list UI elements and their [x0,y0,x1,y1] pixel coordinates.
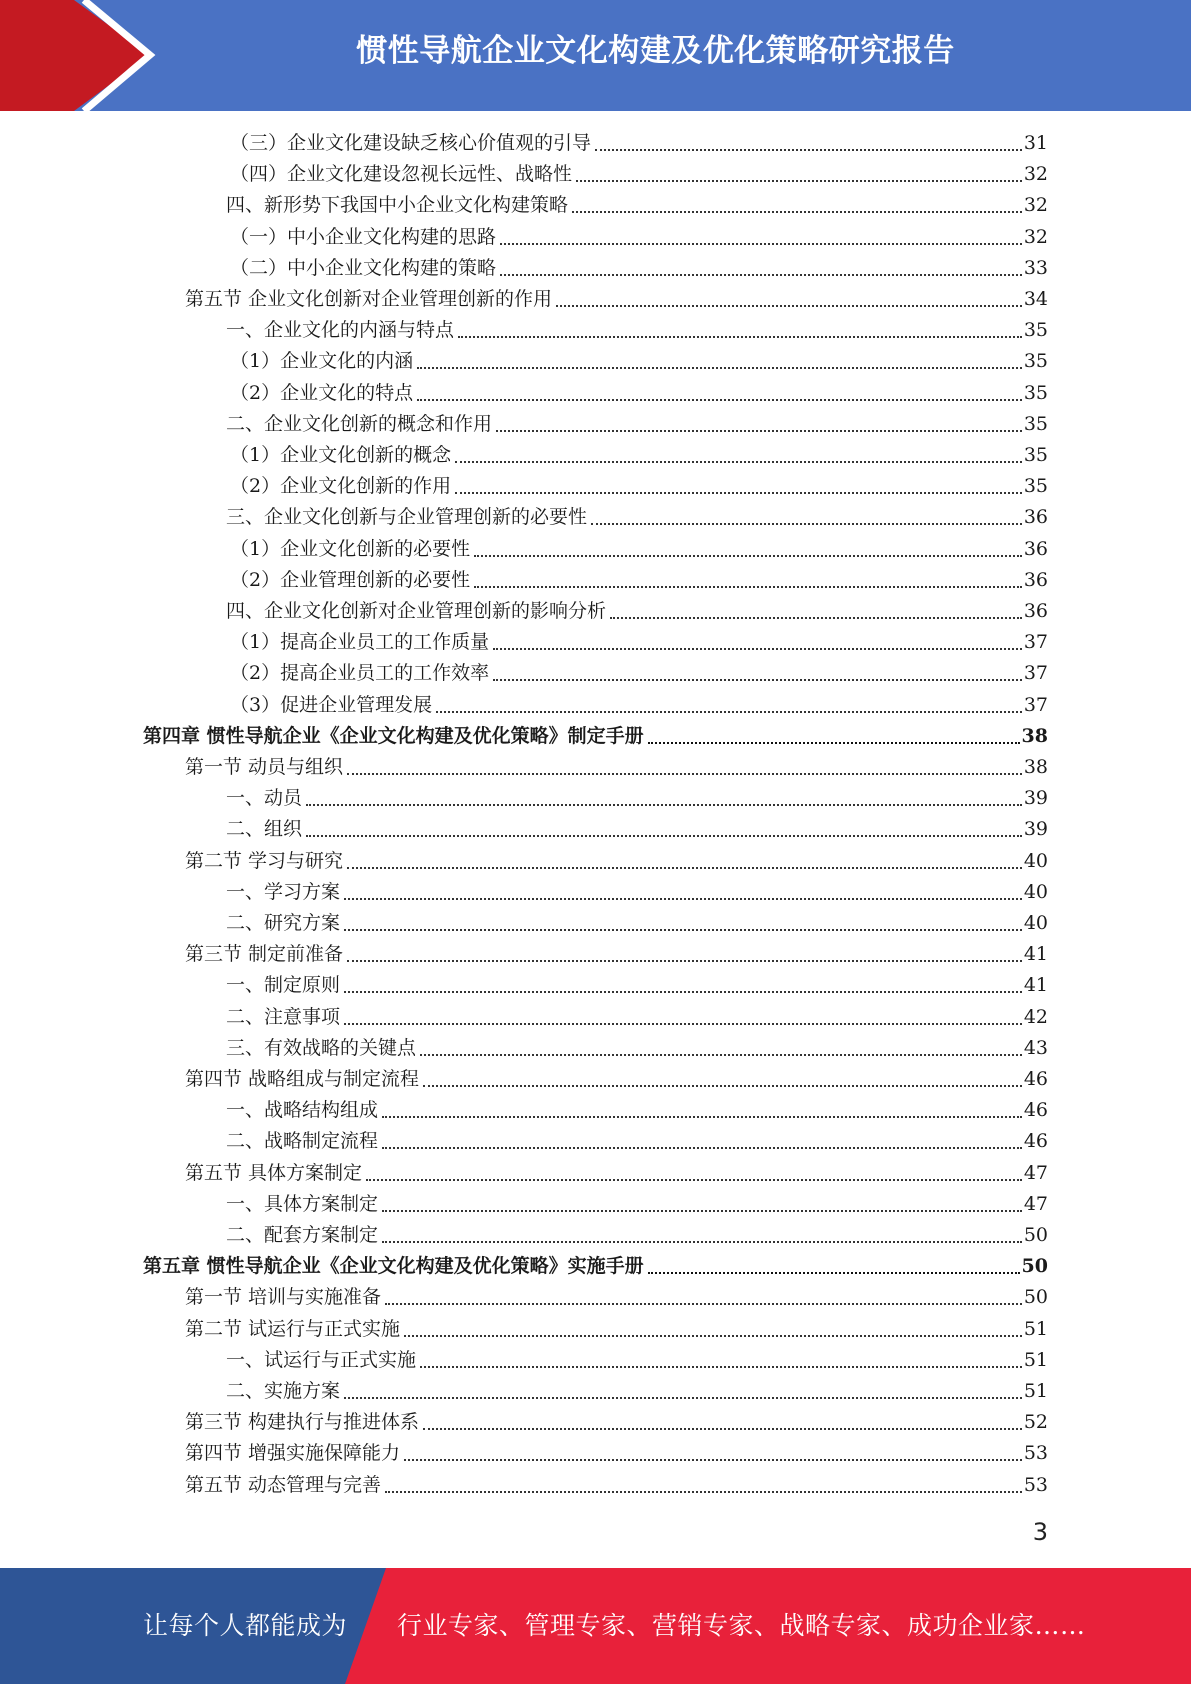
toc-chapter-entry[interactable] [143,1251,1048,1282]
toc-entry-page: 39 [1023,787,1048,810]
toc-entry-page: 33 [1023,256,1048,279]
toc-leader-dots [458,336,1022,338]
toc-entry[interactable] [230,690,1048,721]
toc-entry-page: 42 [1023,1005,1048,1028]
toc-entry-title: 第三节 制定前准备 [185,943,344,966]
toc-entry-title: 二、注意事项 [226,1005,341,1028]
toc-entry[interactable] [230,222,1048,253]
toc-entry[interactable] [185,1438,1048,1469]
toc-entry-page: 35 [1023,319,1048,342]
toc-entry-title: （3）促进企业管理发展 [230,693,433,716]
toc-leader-dots [493,648,1022,650]
toc-entry-page: 35 [1023,412,1048,435]
toc-leader-dots [306,835,1022,837]
toc-entry-page: 38 [1023,756,1048,778]
toc-entry[interactable] [185,1282,1048,1313]
toc-leader-dots [385,1303,1022,1305]
toc-entry[interactable] [226,1095,1048,1126]
toc-entry-title: 三、企业文化创新与企业管理创新的必要性 [226,506,588,529]
toc-entry[interactable] [226,1376,1048,1407]
toc-leader-dots [455,492,1022,494]
toc-entry[interactable] [226,502,1048,533]
toc-entry-page: 53 [1023,1473,1048,1496]
footer-slogan-left: 让每个人都能成为 [143,1611,348,1640]
toc-entry-title: 一、企业文化的内涵与特点 [226,319,455,342]
toc-entry-page: 46 [1023,1068,1048,1090]
toc-entry[interactable] [226,970,1048,1001]
toc-entry-title: （1）企业文化的内涵 [230,350,414,373]
toc-entry[interactable] [226,814,1048,845]
page-number: 3 [1032,1518,1048,1546]
toc-entry-title: （1）企业文化创新的必要性 [230,537,471,560]
toc-leader-dots [576,180,1022,182]
toc-leader-dots [382,1241,1022,1243]
toc-entry[interactable] [230,128,1048,159]
toc-leader-dots [436,711,1022,713]
toc-entry-page: 51 [1023,1317,1048,1340]
toc-entry[interactable] [226,596,1048,627]
toc-entry-title: （2）企业文化创新的作用 [230,475,452,498]
toc-entry[interactable] [226,190,1048,221]
toc-entry-title: 第二节 学习与研究 [185,849,344,872]
toc-leader-dots [382,1147,1022,1149]
toc-leader-dots [417,399,1022,401]
toc-entry-title: 二、研究方案 [226,912,341,934]
toc-leader-dots [382,1210,1022,1212]
footer-slogan-right: 行业专家、管理专家、营销专家、战略专家、成功企业家…… [397,1611,1086,1640]
toc-entry-title: 第五节 动态管理与完善 [185,1473,382,1496]
toc-leader-dots [420,1366,1022,1368]
toc-entry[interactable] [226,1002,1048,1033]
toc-entry[interactable] [230,471,1048,502]
toc-entry-title: 二、战略制定流程 [226,1130,379,1153]
toc-entry-page: 47 [1023,1192,1048,1215]
toc-entry-page: 32 [1023,194,1048,217]
toc-entry[interactable] [185,752,1048,783]
toc-leader-dots [385,1491,1022,1493]
toc-leader-dots [344,991,1022,993]
toc-entry-page: 35 [1023,475,1048,498]
toc-entry-title: （2）提高企业员工的工作效率 [230,662,490,685]
toc-entry[interactable] [226,908,1048,939]
toc-entry[interactable] [185,1314,1048,1345]
toc-entry-title: 第五节 企业文化创新对企业管理创新的作用 [185,288,553,310]
toc-entry-page: 51 [1023,1348,1048,1371]
toc-entry-page: 40 [1023,880,1048,903]
toc-leader-dots [500,274,1022,276]
toc-leader-dots [366,1179,1022,1181]
toc-entry-page: 36 [1023,568,1048,591]
toc-entry-page: 32 [1023,225,1048,248]
toc-entry[interactable] [230,253,1048,284]
toc-entry[interactable] [230,565,1048,596]
toc-leader-dots [344,1023,1022,1025]
toc-entry[interactable] [185,1407,1048,1438]
toc-entry-page: 34 [1023,288,1048,310]
toc-entry-title: 一、制定原则 [226,974,341,997]
toc-leader-dots [344,898,1022,900]
toc-entry-page: 39 [1023,818,1048,841]
toc-entry-title: （一）中小企业文化构建的思路 [230,225,497,248]
toc-entry-page: 37 [1023,662,1048,685]
toc-leader-dots [610,617,1022,619]
toc-entry-title: 第一节 动员与组织 [185,756,344,778]
toc-entry[interactable] [226,1033,1048,1064]
page-header [0,0,1191,111]
header-arrow-decoration [0,0,170,111]
toc-entry-title: 一、学习方案 [226,880,341,903]
toc-entry-title: （1）企业文化创新的概念 [230,444,452,466]
toc-leader-dots [496,430,1022,432]
toc-entry-page: 36 [1023,600,1048,622]
toc-entry-title: 第一节 培训与实施准备 [185,1286,382,1309]
toc-entry-page: 53 [1023,1442,1048,1465]
toc-entry[interactable] [226,1345,1048,1376]
toc-leader-dots [591,523,1022,525]
toc-entry-title: （四）企业文化建设忽视长远性、战略性 [230,163,573,186]
toc-entry[interactable] [185,284,1048,315]
toc-leader-dots [474,586,1022,588]
toc-leader-dots [423,1085,1022,1087]
toc-entry-title: 第二节 试运行与正式实施 [185,1317,401,1340]
toc-entry[interactable] [226,877,1048,908]
toc-entry-page: 37 [1023,631,1048,654]
toc-entry[interactable] [185,1470,1048,1501]
toc-entry[interactable] [226,315,1048,346]
toc-leader-dots [500,243,1022,245]
toc-entry-page: 36 [1023,506,1048,529]
toc-entry-title: 一、战略结构组成 [226,1099,379,1122]
toc-entry-title: 第四节 增强实施保障能力 [185,1442,401,1465]
toc-leader-dots [423,1428,1022,1430]
toc-entry-title: 二、组织 [226,818,303,841]
toc-entry-title: 二、配套方案制定 [226,1224,379,1246]
toc-chapter-entry[interactable] [143,721,1048,752]
toc-entry-page: 41 [1023,974,1048,997]
toc-entry[interactable] [185,1158,1048,1189]
toc-entry-page: 47 [1023,1161,1048,1184]
report-title: 惯性导航企业文化构建及优化策略研究报告 [356,33,955,69]
toc-entry-title: 一、具体方案制定 [226,1192,379,1215]
toc-entry[interactable] [226,1189,1048,1220]
toc-entry[interactable] [185,1064,1048,1095]
toc-leader-dots [417,367,1022,369]
toc-entry-title: 第三节 构建执行与推进体系 [185,1411,420,1434]
toc-entry-page: 50 [1023,1224,1048,1246]
toc-leader-dots [420,1054,1022,1056]
toc-entry-page: 35 [1023,381,1048,404]
toc-leader-dots [404,1459,1022,1461]
toc-leader-dots [347,867,1022,869]
toc-entry-title: 四、新形势下我国中小企业文化构建策略 [226,194,569,217]
toc-leader-dots [344,1397,1022,1399]
toc-entry-title: 四、企业文化创新对企业管理创新的影响分析 [226,600,607,622]
toc-entry[interactable] [230,534,1048,565]
toc-entry-title: 二、企业文化创新的概念和作用 [226,412,493,435]
toc-leader-dots [455,461,1022,463]
toc-entry[interactable] [185,939,1048,970]
toc-entry-title: 一、试运行与正式实施 [226,1348,417,1371]
toc-entry-title: 三、有效战略的关键点 [226,1036,417,1059]
toc-entry[interactable] [185,846,1048,877]
toc-entry[interactable] [230,378,1048,409]
toc-entry-page: 35 [1023,350,1048,373]
toc-entry-page: 37 [1023,693,1048,716]
toc-entry-page: 41 [1023,943,1048,966]
toc-leader-dots [493,679,1022,681]
toc-leader-dots [556,305,1022,307]
toc-entry-title: 第五章 惯性导航企业《企业文化构建及优化策略》实施手册 [143,1255,644,1278]
toc-leader-dots [572,211,1022,213]
toc-entry-title: （1）提高企业员工的工作质量 [230,631,490,654]
toc-leader-dots [648,742,1020,744]
toc-entry[interactable] [230,346,1048,377]
toc-leader-dots [347,773,1022,775]
toc-leader-dots [648,1272,1020,1274]
toc-entry-page: 38 [1021,724,1048,747]
toc-entry-page: 46 [1023,1099,1048,1122]
toc-entry-page: 40 [1023,849,1048,872]
toc-leader-dots [306,804,1022,806]
toc-leader-dots [404,1335,1022,1337]
toc-entry-page: 31 [1023,132,1048,154]
toc-entry-title: （2）企业文化的特点 [230,381,414,404]
toc-entry[interactable] [230,627,1048,658]
toc-entry[interactable] [226,1126,1048,1157]
toc-entry-title: （2）企业管理创新的必要性 [230,568,471,591]
toc-entry-page: 36 [1023,537,1048,560]
toc-leader-dots [382,1116,1022,1118]
toc-entry-title: 第四节 战略组成与制定流程 [185,1068,420,1090]
toc-entry-title: 第四章 惯性导航企业《企业文化构建及优化策略》制定手册 [143,724,644,747]
toc-entry-page: 40 [1023,912,1048,934]
toc-entry-title: 一、动员 [226,787,303,810]
toc-entry-page: 32 [1023,163,1048,186]
toc-entry[interactable] [226,783,1048,814]
toc-entry-title: （二）中小企业文化构建的策略 [230,256,497,279]
toc-entry[interactable] [230,658,1048,689]
toc-entry-page: 50 [1021,1255,1048,1278]
toc-entry-page: 52 [1023,1411,1048,1434]
toc-entry-title: 第五节 具体方案制定 [185,1161,363,1184]
toc-entry[interactable] [226,409,1048,440]
toc-entry-page: 51 [1023,1380,1048,1402]
toc-entry-title: （三）企业文化建设缺乏核心价值观的引导 [230,132,592,154]
toc-entry[interactable] [226,1220,1048,1251]
toc-entry-page: 50 [1023,1286,1048,1309]
toc-entry-page: 46 [1023,1130,1048,1153]
toc-entry-page: 43 [1023,1036,1048,1059]
toc-entry-title: 二、实施方案 [226,1380,341,1402]
toc-entry[interactable] [230,159,1048,190]
toc-entry-page: 35 [1023,444,1048,466]
toc-leader-dots [347,960,1022,962]
toc-leader-dots [595,149,1022,151]
toc-entry[interactable] [230,440,1048,471]
toc-leader-dots [474,555,1022,557]
toc-leader-dots [344,929,1022,931]
page-footer [0,1568,1191,1684]
